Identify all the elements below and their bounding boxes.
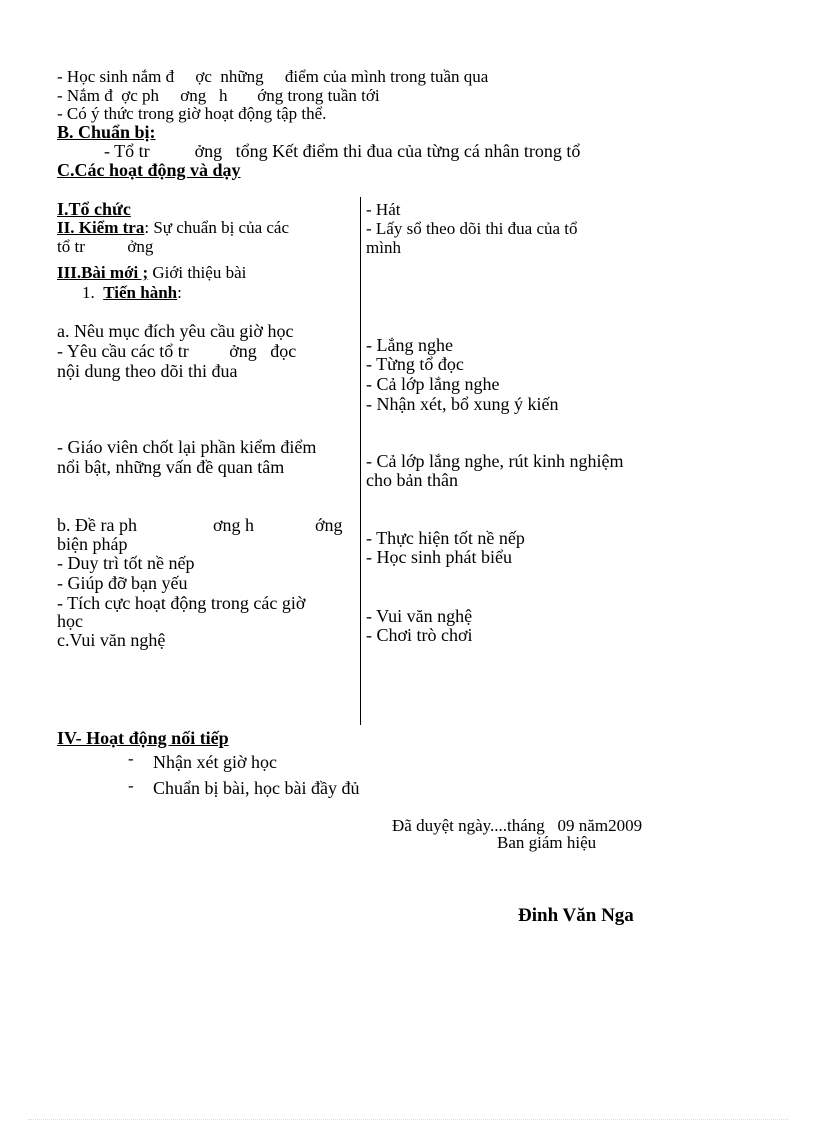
- activity-b-1a: b. Đề ra ph: [57, 515, 137, 535]
- approval-office: Ban giám hiệu: [497, 833, 597, 852]
- step-number: 1.: [82, 283, 95, 302]
- part-3-heading: III.Bài mới ;: [57, 263, 149, 282]
- student-response-5: - Từng tổ đọc: [366, 354, 464, 374]
- student-response-2: - Lấy sổ theo dõi thi đua của tổ: [366, 219, 578, 238]
- activity-b-6: học: [57, 611, 83, 631]
- student-response-3: mình: [366, 238, 401, 257]
- activity-b-1b: ơng h: [213, 515, 255, 535]
- student-response-6: - Cả lớp lắng nghe: [366, 374, 500, 394]
- activity-b-3: - Duy trì tốt nề nếp: [57, 553, 195, 573]
- section-iv-heading: IV- Hoạt động nối tiếp: [57, 728, 229, 748]
- part-3-line: [57, 264, 246, 282]
- student-response-11: - Học sinh phát biểu: [366, 547, 512, 567]
- part-1-heading: I.Tổ chức: [57, 199, 131, 219]
- signer-name: Đinh Văn Nga: [518, 905, 634, 926]
- activity-b-5: - Tích cực hoạt động trong các giờ: [57, 593, 306, 613]
- student-response-7: - Nhận xét, bổ xung ý kiến: [366, 394, 559, 414]
- activity-a-3: nội dung theo dõi thi đua: [57, 361, 238, 381]
- student-response-12: - Vui văn nghệ: [366, 606, 473, 626]
- continuation-item-1: Nhận xét giờ học: [153, 752, 277, 772]
- section-b-line: - Tổ tr ởng tổng Kết điểm thi đua của từng cá nhân trong tổ: [104, 141, 581, 161]
- part-2-text: : Sự chuẩn bị của các: [144, 218, 290, 237]
- section-c-heading: C.Các hoạt động và dạy: [57, 160, 241, 180]
- objective-1: - Học sinh nắm đ ợc những điểm của mình trong tuần qua: [57, 67, 489, 86]
- activity-c-1: c.Vui văn nghệ: [57, 630, 166, 650]
- objective-3: - Có ý thức trong giờ hoạt động tập thể.: [57, 104, 327, 123]
- teacher-summary-2: nổi bật, những vấn đề quan tâm: [57, 457, 285, 477]
- student-response-13: - Chơi trò chơi: [366, 625, 473, 645]
- activity-a-1: a. Nêu mục đích yêu cầu giờ học: [57, 321, 294, 341]
- student-response-10: - Thực hiện tốt nề nếp: [366, 528, 525, 548]
- section-b-heading: B. Chuẩn bị:: [57, 122, 156, 142]
- activity-b-2: biện pháp: [57, 534, 128, 554]
- bullet-dash: -: [128, 776, 134, 795]
- part-2-heading: II. Kiểm tra: [57, 218, 145, 237]
- page-bottom-border: [28, 1119, 788, 1120]
- part-2-line-2: tổ tr ởng: [57, 237, 154, 256]
- step-colon: :: [177, 283, 182, 302]
- activity-a-2: - Yêu cầu các tổ tr ởng đọc: [57, 341, 297, 361]
- objective-2: - Nắm đ ợc ph ơng h ớng trong tuần tới: [57, 86, 380, 105]
- student-response-9: cho bản thân: [366, 470, 458, 490]
- step-1-line: [82, 284, 182, 302]
- student-response-8: - Cả lớp lắng nghe, rút kinh nghiệm: [366, 451, 624, 471]
- continuation-item-2: Chuẩn bị bài, học bài đầy đủ: [153, 778, 360, 798]
- approval-date: Đã duyệt ngày....tháng 09 năm2009: [392, 816, 643, 835]
- activity-b-1c: ớng: [315, 515, 343, 535]
- student-response-1: - Hát: [366, 200, 401, 219]
- part-3-text: Giới thiệu bài: [148, 263, 247, 282]
- teacher-summary-1: - Giáo viên chốt lại phần kiểm điểm: [57, 437, 317, 457]
- step-heading: Tiến hành: [103, 283, 178, 302]
- column-divider: [360, 197, 361, 725]
- part-2-line-1: [57, 219, 289, 237]
- activity-b-4: - Giúp đỡ bạn yếu: [57, 573, 188, 593]
- bullet-dash: -: [128, 749, 134, 768]
- student-response-4: - Lắng nghe: [366, 335, 453, 355]
